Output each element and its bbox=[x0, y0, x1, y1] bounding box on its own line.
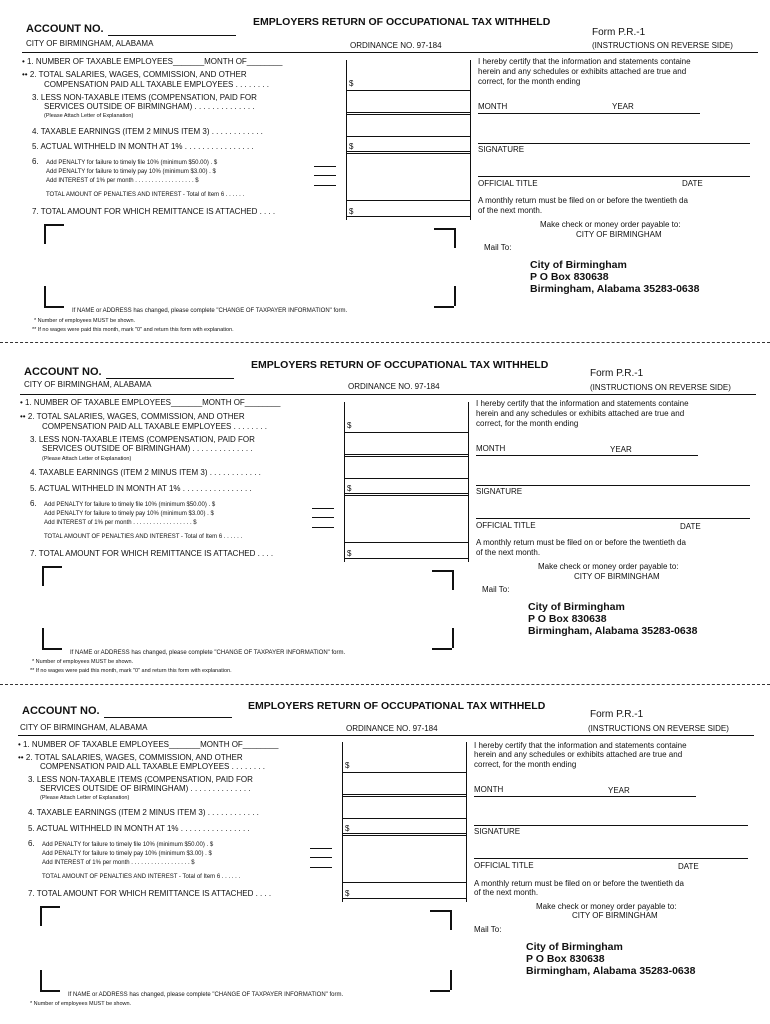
mail-to-label: Mail To: bbox=[484, 243, 512, 252]
item-3-amount-field[interactable] bbox=[346, 112, 470, 113]
date-label: DATE bbox=[678, 862, 699, 871]
item-6-total-field[interactable] bbox=[346, 200, 470, 201]
monthly-return-line-2: of the next month. bbox=[474, 888, 539, 897]
item-7: 7. TOTAL AMOUNT FOR WHICH REMITTANCE IS ATTACHED . . . . bbox=[32, 207, 276, 216]
item-6-file-penalty: Add PENALTY for failure to timely file 10% (minimum $50.00) . $ bbox=[44, 502, 216, 508]
official-title-field[interactable] bbox=[474, 858, 748, 859]
item-2-dollar: $ bbox=[349, 79, 354, 88]
item-6-number: 6. bbox=[32, 157, 39, 166]
mail-to-label: Mail To: bbox=[474, 925, 502, 934]
certify-line-3: correct, for the month ending bbox=[474, 760, 577, 769]
item-6-total-field[interactable] bbox=[342, 882, 466, 883]
item-3-note: (Please Attach Letter of Explanation) bbox=[44, 113, 134, 119]
monthly-return-line-1: A monthly return must be filed on or before the twentieth da bbox=[478, 196, 688, 205]
item-2-line-1: •• 2. TOTAL SALARIES, WAGES, COMMISSION, AND OTHER bbox=[18, 753, 243, 762]
mail-address-line-3: Birmingham, Alabama 35283-0638 bbox=[530, 283, 700, 295]
item-3-line-2: SERVICES OUTSIDE OF BIRMINGHAM) . . . . . . . . . . . . . . bbox=[42, 444, 253, 453]
form-title: EMPLOYERS RETURN OF OCCUPATIONAL TAX WITHHELD bbox=[251, 359, 549, 371]
item-6-interest: Add INTEREST of 1% per month . . . . . . . . . . . . . . . . . . $ bbox=[44, 520, 197, 526]
date-label: DATE bbox=[682, 179, 703, 188]
payable-line-1: Make check or money order payable to: bbox=[538, 562, 679, 571]
item-6-pay-penalty: Add PENALTY for failure to timely pay 10% (minimum $3.00) . $ bbox=[46, 169, 216, 175]
payable-line-2: CITY OF BIRMINGHAM bbox=[576, 230, 662, 239]
item-6-pay-penalty: Add PENALTY for failure to timely pay 10% (minimum $3.00) . $ bbox=[44, 511, 214, 517]
certify-line-1: I hereby certify that the information and statements containe bbox=[476, 399, 689, 408]
item-3-line-1: 3. LESS NON-TAXABLE ITEMS (COMPENSATION, PAID FOR bbox=[28, 775, 253, 784]
monthly-return-line-1: A monthly return must be filed on or before the twentieth da bbox=[474, 879, 684, 888]
item-3-line-1: 3. LESS NON-TAXABLE ITEMS (COMPENSATION, PAID FOR bbox=[30, 435, 255, 444]
item-7: 7. TOTAL AMOUNT FOR WHICH REMITTANCE IS ATTACHED . . . . bbox=[28, 889, 272, 898]
instructions-note: (INSTRUCTIONS ON REVERSE SIDE) bbox=[590, 383, 731, 392]
item-6-total-field[interactable] bbox=[344, 542, 468, 543]
item-5: 5. ACTUAL WITHHELD IN MONTH AT 1% . . . . . . . . . . . . . . . . bbox=[28, 824, 250, 833]
mail-address-line-2: P O Box 830638 bbox=[528, 613, 607, 625]
item-6-number: 6. bbox=[30, 499, 37, 508]
year-label: YEAR bbox=[608, 786, 630, 795]
official-title-label: OFFICIAL TITLE bbox=[476, 521, 536, 530]
item-3-amount-field[interactable] bbox=[344, 454, 468, 455]
certify-line-3: correct, for the month ending bbox=[476, 419, 579, 428]
item-3-note: (Please Attach Letter of Explanation) bbox=[40, 795, 130, 801]
mail-address-line-1: City of Birmingham bbox=[530, 259, 627, 271]
item-5-dollar: $ bbox=[347, 484, 352, 493]
mail-to-label: Mail To: bbox=[482, 585, 510, 594]
item-1: • 1. NUMBER OF TAXABLE EMPLOYEES_______MONTH OF________ bbox=[20, 398, 281, 407]
form-title: EMPLOYERS RETURN OF OCCUPATIONAL TAX WITHHELD bbox=[248, 700, 546, 712]
form-number: Form P.R.-1 bbox=[592, 27, 646, 38]
date-label: DATE bbox=[680, 522, 701, 531]
return-form-copy-3 bbox=[0, 684, 770, 1024]
certify-line-2: herein and any schedules or exhibits attached are true and bbox=[474, 750, 683, 759]
signature-label: SIGNATURE bbox=[478, 145, 525, 154]
year-label: YEAR bbox=[610, 445, 632, 454]
item-5-dollar: $ bbox=[349, 142, 354, 151]
item-5-amount-field[interactable] bbox=[342, 833, 466, 834]
item-3-note: (Please Attach Letter of Explanation) bbox=[42, 456, 132, 462]
item-5: 5. ACTUAL WITHHELD IN MONTH AT 1% . . . . . . . . . . . . . . . . bbox=[30, 484, 252, 493]
no-wages-note: ** If no wages were paid this month, mark "0" and return this form with explanation. bbox=[32, 327, 234, 333]
mail-address-line-2: P O Box 830638 bbox=[530, 271, 609, 283]
month-label: MONTH bbox=[476, 444, 506, 453]
account-number-field[interactable] bbox=[106, 378, 234, 379]
item-4: 4. TAXABLE EARNINGS (ITEM 2 MINUS ITEM 3) . . . . . . . . . . . . bbox=[30, 468, 261, 477]
monthly-return-line-2: of the next month. bbox=[478, 206, 543, 215]
official-title-label: OFFICIAL TITLE bbox=[478, 179, 538, 188]
name-change-note: If NAME or ADDRESS has changed, please complete "CHANGE OF TAXPAYER INFORMATION" form. bbox=[70, 650, 346, 656]
item-6-file-penalty: Add PENALTY for failure to timely file 10% (minimum $50.00) . $ bbox=[46, 160, 218, 166]
certify-line-1: I hereby certify that the information and statements containe bbox=[478, 57, 691, 66]
signature-field[interactable] bbox=[476, 485, 750, 486]
form-number: Form P.R.-1 bbox=[590, 709, 644, 720]
ordinance-label: ORDINANCE NO. 97-184 bbox=[346, 724, 438, 733]
account-label: ACCOUNT NO. bbox=[24, 366, 102, 378]
instructions-note: (INSTRUCTIONS ON REVERSE SIDE) bbox=[588, 724, 729, 733]
item-5: 5. ACTUAL WITHHELD IN MONTH AT 1% . . . . . . . . . . . . . . . . bbox=[32, 142, 254, 151]
item-2-amount-field[interactable] bbox=[344, 432, 468, 433]
item-4: 4. TAXABLE EARNINGS (ITEM 2 MINUS ITEM 3) . . . . . . . . . . . . bbox=[32, 127, 263, 136]
signature-label: SIGNATURE bbox=[476, 487, 523, 496]
item-7: 7. TOTAL AMOUNT FOR WHICH REMITTANCE IS ATTACHED . . . . bbox=[30, 549, 274, 558]
payable-line-2: CITY OF BIRMINGHAM bbox=[572, 911, 658, 920]
item-1: • 1. NUMBER OF TAXABLE EMPLOYEES_______MONTH OF________ bbox=[18, 740, 279, 749]
month-year-field[interactable] bbox=[474, 796, 696, 797]
item-6-total: TOTAL AMOUNT OF PENALTIES AND INTEREST - Total of Item 6 . . . . . . bbox=[44, 534, 243, 540]
item-7-dollar: $ bbox=[345, 889, 350, 898]
instructions-note: (INSTRUCTIONS ON REVERSE SIDE) bbox=[592, 41, 733, 50]
year-label: YEAR bbox=[612, 102, 634, 111]
item-2-line-2: COMPENSATION PAID ALL TAXABLE EMPLOYEES . . . . . . . . bbox=[42, 422, 267, 431]
certify-line-2: herein and any schedules or exhibits attached are true and bbox=[478, 67, 687, 76]
employees-note: * Number of employees MUST be shown. bbox=[32, 659, 134, 665]
official-title-field[interactable] bbox=[478, 176, 750, 177]
item-5-dollar: $ bbox=[345, 824, 350, 833]
month-year-field[interactable] bbox=[476, 455, 698, 456]
city-label: CITY OF BIRMINGHAM, ALABAMA bbox=[26, 39, 154, 48]
item-6-number: 6. bbox=[28, 839, 35, 848]
employees-note: * Number of employees MUST be shown. bbox=[34, 318, 136, 324]
no-wages-note: ** If no wages were paid this month, mark "0" and return this form with explanation. bbox=[30, 668, 232, 674]
account-number-field[interactable] bbox=[104, 717, 232, 718]
item-3-line-1: 3. LESS NON-TAXABLE ITEMS (COMPENSATION, PAID FOR bbox=[32, 93, 257, 102]
name-change-note: If NAME or ADDRESS has changed, please complete "CHANGE OF TAXPAYER INFORMATION" form. bbox=[68, 992, 344, 998]
item-4-amount-field[interactable] bbox=[344, 478, 468, 479]
certify-line-3: correct, for the month ending bbox=[478, 77, 581, 86]
city-label: CITY OF BIRMINGHAM, ALABAMA bbox=[20, 723, 148, 732]
item-7-amount-field[interactable] bbox=[346, 216, 470, 217]
ordinance-label: ORDINANCE NO. 97-184 bbox=[348, 382, 440, 391]
return-form-copy-1 bbox=[0, 0, 770, 340]
official-title-field[interactable] bbox=[476, 518, 750, 519]
item-2-amount-field[interactable] bbox=[342, 772, 466, 773]
official-title-label: OFFICIAL TITLE bbox=[474, 861, 534, 870]
ordinance-label: ORDINANCE NO. 97-184 bbox=[350, 41, 442, 50]
item-5-amount-field[interactable] bbox=[346, 151, 470, 152]
city-label: CITY OF BIRMINGHAM, ALABAMA bbox=[24, 380, 152, 389]
signature-field[interactable] bbox=[474, 825, 748, 826]
payable-line-1: Make check or money order payable to: bbox=[540, 220, 681, 229]
mail-address-line-1: City of Birmingham bbox=[526, 941, 623, 953]
return-form-copy-2 bbox=[0, 342, 770, 682]
account-label: ACCOUNT NO. bbox=[22, 705, 100, 717]
item-3-line-2: SERVICES OUTSIDE OF BIRMINGHAM) . . . . . . . . . . . . . . bbox=[40, 784, 251, 793]
item-2-line-1: •• 2. TOTAL SALARIES, WAGES, COMMISSION, AND OTHER bbox=[22, 70, 247, 79]
mail-address-line-3: Birmingham, Alabama 35283-0638 bbox=[528, 625, 698, 637]
payable-line-1: Make check or money order payable to: bbox=[536, 902, 677, 911]
signature-label: SIGNATURE bbox=[474, 827, 521, 836]
item-7-dollar: $ bbox=[349, 207, 354, 216]
item-7-dollar: $ bbox=[347, 549, 352, 558]
month-year-field[interactable] bbox=[478, 113, 700, 114]
item-3-amount-field[interactable] bbox=[342, 794, 466, 795]
employees-note: * Number of employees MUST be shown. bbox=[30, 1001, 132, 1007]
mail-address-line-2: P O Box 830638 bbox=[526, 953, 605, 965]
form-number: Form P.R.-1 bbox=[590, 368, 644, 379]
item-7-amount-field[interactable] bbox=[344, 558, 468, 559]
item-4-amount-field[interactable] bbox=[342, 818, 466, 819]
item-2-dollar: $ bbox=[347, 421, 352, 430]
mail-address-line-3: Birmingham, Alabama 35283-0638 bbox=[526, 965, 696, 977]
item-2-line-2: COMPENSATION PAID ALL TAXABLE EMPLOYEES . . . . . . . . bbox=[44, 80, 269, 89]
item-4-amount-field[interactable] bbox=[346, 136, 470, 137]
item-2-dollar: $ bbox=[345, 761, 350, 770]
item-6-interest: Add INTEREST of 1% per month . . . . . . . . . . . . . . . . . . $ bbox=[46, 178, 199, 184]
item-1: • 1. NUMBER OF TAXABLE EMPLOYEES_______MONTH OF________ bbox=[22, 57, 283, 66]
item-7-amount-field[interactable] bbox=[342, 898, 466, 899]
month-label: MONTH bbox=[478, 102, 508, 111]
item-6-file-penalty: Add PENALTY for failure to timely file 10% (minimum $50.00) . $ bbox=[42, 842, 214, 848]
item-2-amount-field[interactable] bbox=[346, 90, 470, 91]
form-title: EMPLOYERS RETURN OF OCCUPATIONAL TAX WITHHELD bbox=[253, 16, 551, 28]
month-label: MONTH bbox=[474, 785, 504, 794]
name-change-note: If NAME or ADDRESS has changed, please complete "CHANGE OF TAXPAYER INFORMATION" form. bbox=[72, 308, 348, 314]
account-number-field[interactable] bbox=[108, 35, 236, 36]
monthly-return-line-1: A monthly return must be filed on or before the twentieth da bbox=[476, 538, 686, 547]
item-3-line-2: SERVICES OUTSIDE OF BIRMINGHAM) . . . . . . . . . . . . . . bbox=[44, 102, 255, 111]
account-label: ACCOUNT NO. bbox=[26, 23, 104, 35]
item-6-interest: Add INTEREST of 1% per month . . . . . . . . . . . . . . . . . . $ bbox=[42, 860, 195, 866]
payable-line-2: CITY OF BIRMINGHAM bbox=[574, 572, 660, 581]
certify-line-1: I hereby certify that the information and statements containe bbox=[474, 741, 687, 750]
item-6-total: TOTAL AMOUNT OF PENALTIES AND INTEREST - Total of Item 6 . . . . . . bbox=[46, 192, 245, 198]
item-2-line-1: •• 2. TOTAL SALARIES, WAGES, COMMISSION, AND OTHER bbox=[20, 412, 245, 421]
item-6-pay-penalty: Add PENALTY for failure to timely pay 10% (minimum $3.00) . $ bbox=[42, 851, 212, 857]
item-4: 4. TAXABLE EARNINGS (ITEM 2 MINUS ITEM 3) . . . . . . . . . . . . bbox=[28, 808, 259, 817]
mail-address-line-1: City of Birmingham bbox=[528, 601, 625, 613]
item-5-amount-field[interactable] bbox=[344, 493, 468, 494]
certify-line-2: herein and any schedules or exhibits attached are true and bbox=[476, 409, 685, 418]
monthly-return-line-2: of the next month. bbox=[476, 548, 541, 557]
signature-field[interactable] bbox=[478, 143, 750, 144]
item-2-line-2: COMPENSATION PAID ALL TAXABLE EMPLOYEES . . . . . . . . bbox=[40, 762, 265, 771]
item-6-total: TOTAL AMOUNT OF PENALTIES AND INTEREST - Total of Item 6 . . . . . . bbox=[42, 874, 241, 880]
